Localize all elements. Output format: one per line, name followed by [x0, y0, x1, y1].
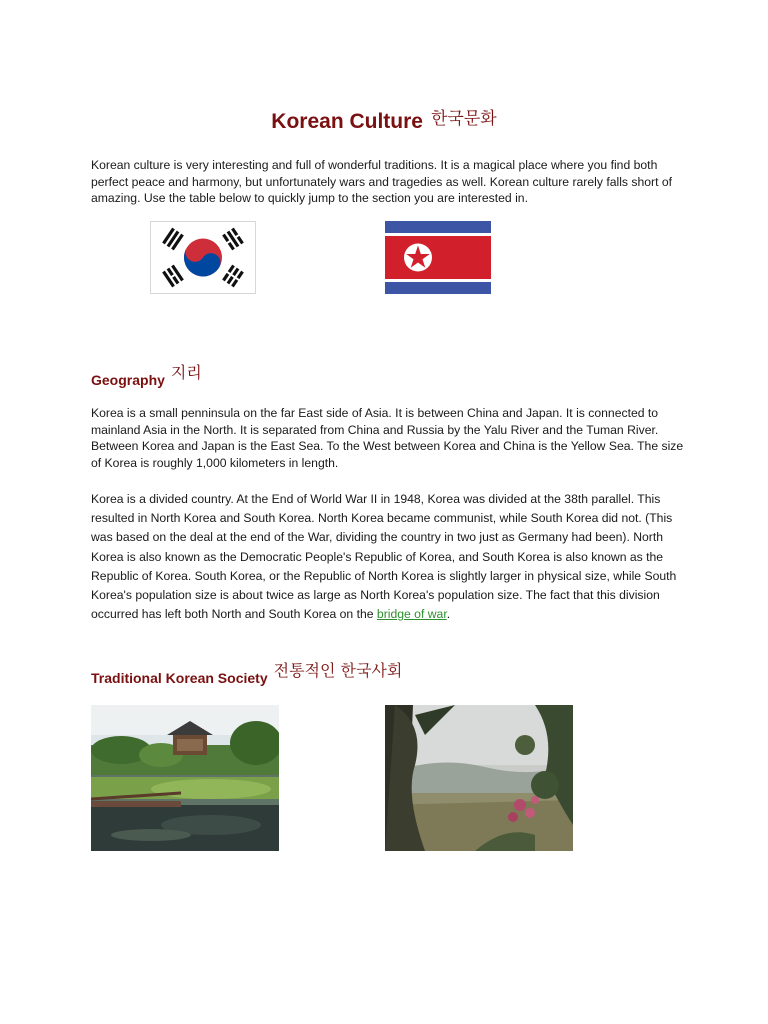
south-korea-flag-image	[150, 221, 256, 294]
geography-heading-korean: 지리	[170, 363, 202, 382]
korean-pavilion-photo	[91, 705, 279, 851]
korean-landscape-photo	[385, 705, 573, 851]
society-heading	[91, 661, 403, 688]
geography-heading-text: Geography	[91, 372, 165, 388]
pavilion-photo-graphic	[91, 705, 279, 851]
geography-heading	[91, 363, 202, 390]
page-title-korean: 한국문화	[430, 109, 497, 129]
north-korea-flag-image	[385, 221, 491, 294]
north-korea-flag-graphic	[385, 221, 491, 294]
intro-paragraph: Korean culture is very interesting and full of wonderful traditions. It is a magical place where you find both perfect peace and harmony, but unfortunately wars and tragedies as well. Korean culture rarely falls short of amazing. Use the table below to quickly jump to the section you are interested in.	[91, 158, 673, 205]
geography-paragraph-2	[91, 490, 691, 624]
geography-paragraph-1: Korea is a small penninsula on the far East side of Asia. It is between China and Japan. It is connected to mainland Asia in the North. It is separated from China and Russia by the Yalu River and the Tuman River. Between Korea and Japan is the East Sea. To the West between Korea and China is the Yellow Sea. The size of Korea is roughly 1,000 kilometers in length.	[91, 406, 684, 470]
south-korea-flag-graphic	[151, 222, 255, 293]
society-heading-korean: 전통적인 한국사회	[273, 661, 403, 680]
page-title: Korean Culture	[271, 110, 423, 133]
page-title-row	[0, 108, 768, 134]
geography-paragraph-2-text: Korea is a divided country. At the End of World War II in 1948, Korea was divided at the 38th parallel. This resulted in North Korea and South Korea. North Korea became communist, while South Korea did not. (This was based on the deal at the end of the War, dividing the country in two just as Germany had been). North Korea is also known as the Democratic People's Republic of Korea, and South Korea is also known as the Republic of Korea. South Korea, or the Republic of North Korea is slightly larger in physical size, while South Korea's population size is about twice as large as North Korea's population size. The fact that this division occurred has left both North and South Korea on the	[91, 492, 677, 622]
landscape-photo-graphic	[385, 705, 573, 851]
geography-paragraph-2-end: .	[446, 607, 451, 622]
society-heading-text: Traditional Korean Society	[91, 670, 268, 686]
bridge-of-war-link[interactable]: bridge of war	[376, 607, 447, 622]
